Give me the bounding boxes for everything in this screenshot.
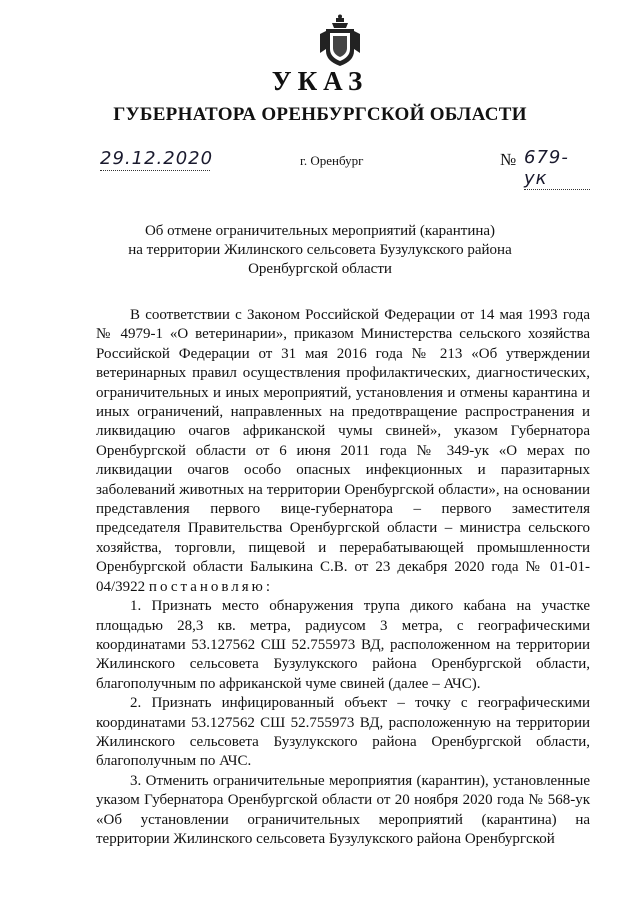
document-subtitle: ГУБЕРНАТОРА ОРЕНБУРГСКОЙ ОБЛАСТИ — [113, 104, 527, 125]
subject-line: Оренбургской области — [248, 261, 392, 277]
decree-item: 3. Отменить ограничительные мероприятия (карантин), установленные указом Губернатора Оренбургской области от 20 ноября 2020 года № 568-ук «Об установлении ограничительных мероприятий (карантина) на территории Жилинского сельсовета Бузулукского района Оренбургской — [96, 772, 590, 847]
decree-number: 679-ук — [524, 147, 590, 190]
decree-item: 1. Признать место обнаружения трупа дикого кабана на участке площадью 28,3 кв. метра, радиусом 3 метра, с географическими координатами 53.127562 СШ 52.755973 ВД, расположенном на территории Жилинского сельсовета Бузулукского района Оренбургской области, благополучным по африканской чуме свиней (далее – АЧС). — [96, 598, 590, 692]
decree-date: 29.12.2020 — [100, 148, 214, 169]
preamble-paragraph — [96, 306, 590, 597]
coat-of-arms-icon — [316, 14, 364, 70]
subject-line: на территории Жилинского сельсовета Бузулукского района — [128, 242, 512, 258]
decree-body — [96, 306, 590, 849]
decree-subject — [120, 222, 520, 279]
decree-item: 2. Признать инфицированный объект – точку с географическими координатами 53.127562 СШ 52.755973 ВД, расположенную на территории Жилинского сельсовета Бузулукского района Оренбургской области, благополучным по АЧС. — [96, 695, 590, 770]
decree-city: г. Оренбург — [300, 153, 364, 168]
decree-word: постановляю: — [148, 578, 274, 595]
subject-line: Об отмене ограничительных мероприятий (карантина) — [144, 223, 496, 239]
number-label: № — [500, 150, 517, 169]
document-title: УКАЗ — [271, 66, 369, 96]
preamble-text: В соответствии с Законом Российской Федерации от 14 мая 1993 года № 4979-1 «О ветеринарии», приказом Министерства сельского хозяйства Российской Федерации от 31 мая 2016 года № 213 «Об утверждении ветеринарных правил осуществления профилактических, диагностических, ограничительных и иных мероприятий, установления и отмены карантина и иных ограничений, направленных на предотвращение распространения и ликвидацию очагов африканской чумы свиней», указом Губернатора Оренбургской области от 6 июня 2011 года № 349-ук «О мерах по ликвидации очагов особо опасных инфекционных и паразитарных заболеваний животных на территории Оренбургской области», на основании представления первого вице-губернатора – первого заместителя председателя Правительства Оренбургской области – министра сельского хозяйства, торговли, пищевой и перерабатывающей промышленности Оренбургской области Балыкина С.В. от 23 декабря 2020 года № 01-01-04/3922 — [96, 307, 590, 595]
